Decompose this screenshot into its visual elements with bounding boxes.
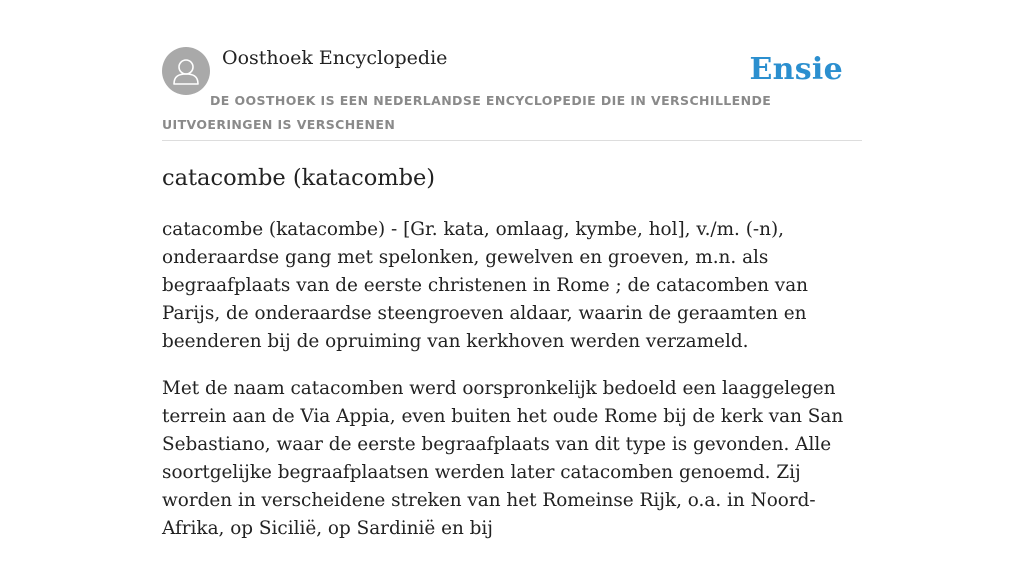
article-title: catacombe (katacombe) (162, 165, 436, 191)
article-paragraph: catacombe (katacombe) - [Gr. kata, omlaag, kymbe, hol], v./m. (-n), onderaardse gang met spelonken, gewelven en groeven, m.n. als begraafplaats van de eerste christenen in Rome ; de catacomben van Parijs, de onderaardse steengroeven aldaar, waarin de geraamten en beenderen bij de opruiming van kerkhoven werden verzameld. (162, 219, 808, 352)
author-tagline: DE OOSTHOEK IS EEN NEDERLANDSE ENCYCLOPEDIE DIE IN VERSCHILLENDE UITVOERINGEN IS VERSCHENEN (162, 93, 772, 132)
page-container (162, 0, 862, 539)
user-silhouette-icon (162, 47, 210, 95)
author-name[interactable]: Oosthoek Encyclopedie (222, 47, 448, 69)
page-header (162, 0, 862, 141)
author-avatar[interactable] (162, 47, 210, 95)
article-paragraph: Met de naam catacomben werd oorspronkelijk bedoeld een laaggelegen terrein aan de Via Appia, even buiten het oude Rome bij de kerk van San Sebastiano, waar de eerste begraafplaats van dit type is gevonden. Alle soortgelijke begraafplaatsen werden later catacomben genoemd. Zij worden in verscheidene streken van het Romeinse Rijk, o.a. in Noord-Afrika, op Sicilië, op Sardinië en bij (162, 378, 844, 539)
article-body (162, 216, 862, 562)
brand-logo[interactable]: Ensie (749, 52, 843, 87)
